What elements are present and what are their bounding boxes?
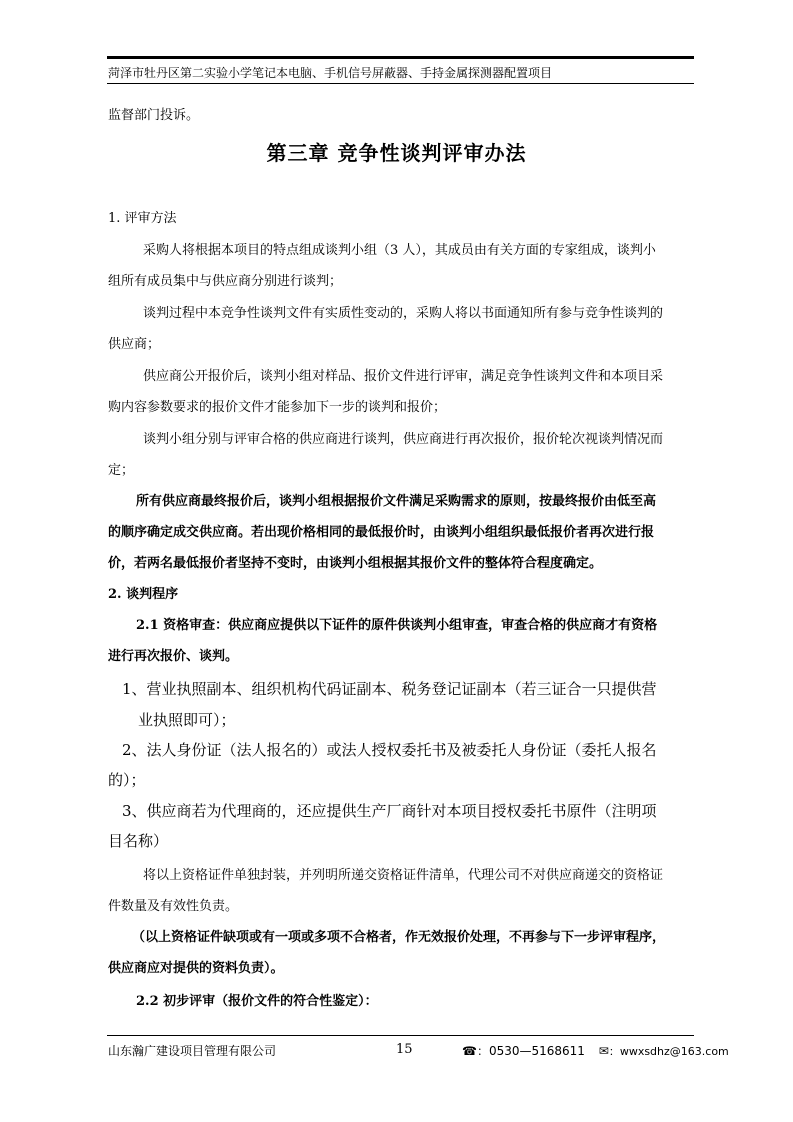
section-heading: 1. 评审方法 [108, 211, 177, 226]
body-line: 供应商； [108, 337, 161, 352]
list-item: 业执照即可）； [138, 711, 236, 729]
phone-icon: ☎ [462, 1044, 477, 1058]
body-line: 定； [108, 463, 135, 478]
chapter-title: 第三章 竞争性谈判评审办法 [266, 141, 527, 165]
page-number: 15 [396, 1042, 413, 1057]
body-line: 组所有成员集中与供应商分别进行谈判； [108, 274, 343, 289]
footer-company: 山东瀚广建设项目管理有限公司 [108, 1044, 277, 1058]
body-line-bold: 的顺序确定成交供应商。若出现价格相同的最低报价时，由谈判小组组织最低报价者再次进行报 [108, 525, 655, 540]
list-item: 1、营业执照副本、组织机构代码证副本、税务登记证副本（若三证合一只提供营 [122, 680, 657, 698]
list-item: 3、供应商若为代理商的，还应提供生产厂商针对本项目授权委托书原件（注明项 [122, 802, 657, 820]
footer-email: ：wwxsdhz@163.com [608, 1045, 729, 1058]
mail-icon: ✉ [598, 1044, 609, 1058]
list-item: 目名称） [108, 832, 169, 850]
list-item: 的）； [108, 771, 146, 789]
footer-phone: ：0530—5168611 [476, 1044, 585, 1058]
body-line-bold: 所有供应商最终报价后，谈判小组根据报价文件满足采购需求的原则，按最终报价由低至高 [136, 494, 657, 509]
header-title: 菏泽市牡丹区第二实验小学笔记本电脑、手机信号屏蔽器、手持金属探测器配置项目 [108, 66, 553, 80]
body-line-bold: （以上资格证件缺项或有一项或多项不合格者，作无效报价处理，不再参与下一步评审程序， [132, 930, 666, 945]
body-line-bold: 供应商应对提供的资料负责）。 [108, 961, 284, 976]
body-line: 采购人将根据本项目的特点组成谈判小组（3 人），其成员由有关方面的专家组成，谈判小 [143, 243, 656, 258]
body-line: 监督部门投诉。 [108, 108, 200, 123]
footer-contact [462, 1042, 729, 1059]
body-line: 件数量及有效性负责。 [108, 899, 239, 914]
footer-rule [107, 1035, 694, 1036]
body-line-bold: 2.1 资格审查：供应商应提供以下证件的原件供谈判小组审查，审查合格的供应商才有资格 [136, 618, 658, 633]
header-rule-thin [107, 83, 694, 84]
body-line-bold: 价，若两名最低报价者坚持不变时，由谈判小组根据其报价文件的整体符合程度确定。 [108, 556, 603, 571]
body-line: 供应商公开报价后，谈判小组对样品、报价文件进行评审，满足竞争性谈判文件和本项目采 [143, 369, 664, 384]
body-line: 购内容参数要求的报价文件才能参加下一步的谈判和报价； [108, 400, 447, 415]
body-line: 将以上资格证件单独封装，并列明所递交资格证件清单，代理公司不对供应商递交的资格证 [143, 868, 664, 883]
list-item: 2、法人身份证（法人报名的）或法人授权委托书及被委托人身份证（委托人报名 [122, 741, 657, 759]
body-line-bold: 进行再次报价、谈判。 [108, 649, 239, 664]
section-heading: 2. 谈判程序 [108, 587, 179, 602]
body-line: 谈判小组分别与评审合格的供应商进行谈判，供应商进行再次报价，报价轮次视谈判情况而 [143, 432, 664, 447]
body-line: 谈判过程中本竞争性谈判文件有实质性变动的，采购人将以书面通知所有参与竞争性谈判的 [143, 306, 664, 321]
section-heading: 2.2 初步评审（报价文件的符合性鉴定）： [136, 994, 378, 1009]
header-rule-thick [107, 56, 694, 59]
